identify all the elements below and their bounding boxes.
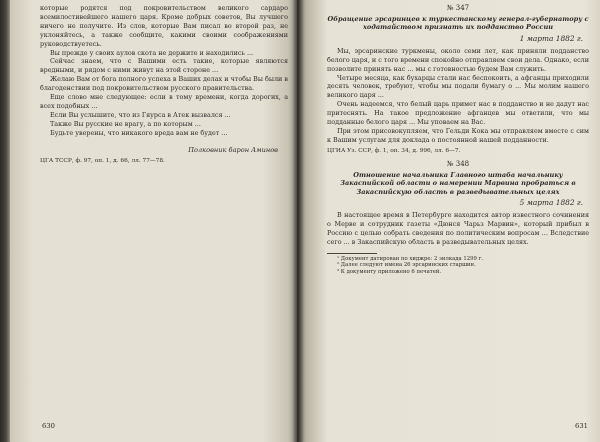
paragraph: которые родятся под покровительством великого сардаро всемилостивейшего нашего царя. Кроме добрых советов, Вы лучшего ничего не получите. Из слов, которые Вам писал во второй раз, не уклоняйтесь, а также сообщите, какими своими соображениями руководствуетесь. (40, 4, 288, 48)
paragraph: Сейчас знаем, что с Вашими есть такие, которые являются вредными, и рядом с ними живут на этой стороне ... (40, 57, 288, 75)
document-number: № 348 (446, 159, 470, 168)
document-date: 5 марта 1882 г. (519, 198, 583, 208)
footnote: ² Далее следуют имена 26 эрсаринских старшин. (337, 262, 476, 269)
page-number-left: 630 (42, 422, 55, 430)
footnote: ³ К документу приложено 6 печатей. (337, 268, 442, 275)
paragraph: Желаю Вам от бога полного успеха в Ваших делах и чтобы Вы были в благоденствии под покровительством русского правительства. (40, 75, 288, 93)
left-page (10, 0, 297, 442)
footnote: ¹ Документ датирован по хиджре: 2 зилкада 1299 г. (337, 255, 484, 262)
right-page (297, 0, 600, 442)
paragraph: Если Вы услышите, что из Гяурса в Атек вызвался ... (50, 110, 231, 119)
paragraph: Четыре месяца, как бухарцы стали нас беспокоить, а афганцы приходили десять человек, требуют, чтобы мы подали бумагу о ... Мы молим нашего великого царя ... (327, 73, 589, 100)
document-number: № 347 (446, 4, 470, 12)
document-title: Обращение эрсаринцев к туркестанскому генерал-губернатору с ходатайством признать их подданство России (327, 14, 589, 32)
right-page-text (327, 4, 589, 276)
signature: Полковник барон Аминов (188, 145, 278, 154)
paragraph: Вы прежде у своих аулов скота не держите и находились ... (50, 48, 254, 57)
paragraph: Также Вы русские не врагу, а по которым ... (50, 119, 201, 128)
book-gutter (292, 0, 304, 442)
paragraph: При этом присовокупляем, что Гельди Кока мы отправляем вместе с сим к Вашим услугам для доклада о постоянной нашей подданности. (327, 126, 589, 144)
document-title: Отношение начальника Главного штаба начальнику Закаспийской области о намерении Марвина пробраться в Закаспийскую область в разведывательных целях (340, 170, 576, 196)
archive-reference: ЦГА ТССР, ф. 97, оп. 1, д. 66, лл. 77—78. (40, 157, 165, 164)
archive-reference: ЦГИА Уз. ССР, ф. 1, оп. 34, д. 996, лл. 6—7. (327, 147, 461, 154)
paragraph: В настоящее время в Петербурге находится автор известного сочинения о Мерве и сотрудник газеты «Дюнся Чарьз Марвин», который прибыл в Россию с целью собрать сведения по политическим вопросам ... Вследствие сего ... в Закаспийскую область в разведывательных целях. (327, 211, 589, 246)
paragraph: Очень надеемся, что белый царь примет нас в подданство и не дадут нас притеснять. На такое предложение афганцев мы ответили, что мы подданные белого царя ... Мы уповаем на Вас. (327, 100, 589, 127)
left-page-text (40, 4, 288, 165)
footnote-divider (327, 253, 377, 254)
document-date: 1 марта 1882 г. (519, 33, 583, 43)
page-number-right: 631 (575, 422, 588, 430)
paragraph: Будьте уверены, что никакого вреда вам не будет ... (50, 128, 228, 137)
paragraph: Мы, эрсаринские туркмены, около семи лет, как приняли подданство белого царя, и с того времени спокойно отправляем свои дела. Однако, если позволите принять нас ... мы с готовностью будем Вам служить. (327, 46, 589, 73)
paragraph: Еще слово мне следующее: если в тому времени, когда дорогих, а всех подобных ... (40, 93, 288, 110)
